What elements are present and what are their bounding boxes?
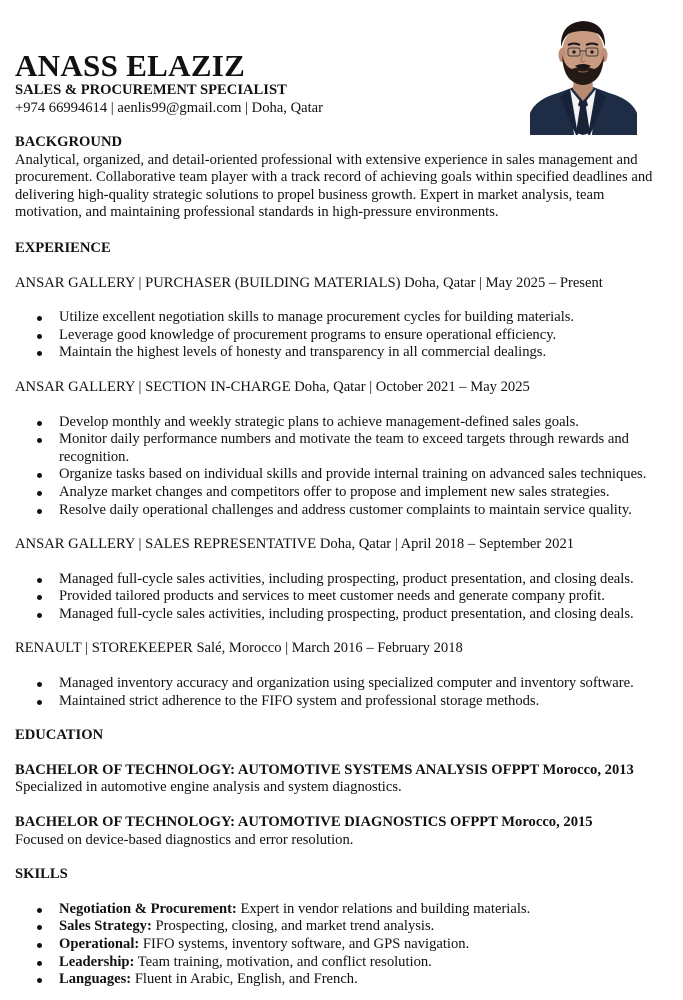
skills-list — [15, 901, 667, 989]
list-item: Managed inventory accuracy and organization using specialized computer and inventory software. — [59, 675, 667, 693]
skill-item — [59, 954, 667, 972]
skills-heading: SKILLS — [15, 866, 68, 883]
skill-item — [59, 901, 667, 919]
degree-title: BACHELOR OF TECHNOLOGY: AUTOMOTIVE SYSTEMS ANALYSIS OFPPT Morocco, 2013 — [15, 761, 634, 778]
skill-value: Expert in vendor relations and building materials. — [236, 900, 531, 917]
list-item: Monitor daily performance numbers and motivate the team to exceed targets through rewards and recognition. — [59, 431, 667, 466]
job-header: ANSAR GALLERY | SALES REPRESENTATIVE Doha, Qatar | April 2018 – September 2021 — [15, 536, 575, 553]
skill-item — [59, 918, 667, 936]
job-header: ANSAR GALLERY | PURCHASER (BUILDING MATERIALS) Doha, Qatar | May 2025 – Present — [15, 274, 603, 291]
skill-key: Leadership: — [59, 953, 135, 970]
background-heading: BACKGROUND — [15, 134, 123, 150]
skill-key: Languages: — [59, 971, 132, 988]
background-text: Analytical, organized, and detail-oriented professional with extensive experience in sales management and procurement. Collaborative team player with a track record of achieving goals within specified deadlines and delivering high-quality strategic solutions to propel business growth. Expert in market analysis, team motivation, and maintaining professional standards in high-pressure environments. — [15, 151, 653, 221]
job-entry — [15, 536, 667, 623]
profile-photo — [530, 9, 637, 135]
job-header: ANSAR GALLERY | SECTION IN-CHARGE Doha, Qatar | October 2021 – May 2025 — [15, 378, 530, 395]
resume-body — [15, 134, 667, 989]
skill-key: Negotiation & Procurement: — [59, 900, 237, 917]
skill-item — [59, 971, 667, 989]
skill-key: Operational: — [59, 936, 140, 952]
list-item: Analyze market changes and competitors offer to propose and implement new sales strategies. — [59, 484, 667, 502]
list-item: Managed full-cycle sales activities, including prospecting, product presentation, and closing deals. — [59, 606, 667, 624]
list-item: Organize tasks based on individual skills and provide internal training on advanced sales techniques. — [59, 466, 667, 484]
skill-value: FIFO systems, inventory software, and GPS navigation. — [139, 936, 470, 952]
list-item: Maintained strict adherence to the FIFO system and professional storage methods. — [59, 693, 667, 711]
job-header: RENAULT | STOREKEEPER Salé, Morocco | March 2016 – February 2018 — [15, 640, 463, 657]
list-item: Develop monthly and weekly strategic plans to achieve management-defined sales goals. — [59, 414, 667, 432]
list-item: Maintain the highest levels of honesty and transparency in all commercial dealings. — [59, 344, 667, 362]
skill-value: Prospecting, closing, and market trend analysis. — [151, 918, 435, 935]
skill-value: Fluent in Arabic, English, and French. — [131, 971, 358, 988]
list-item: Resolve daily operational challenges and address customer complaints to maintain service quality. — [59, 502, 667, 520]
skill-value: Team training, motivation, and conflict resolution. — [134, 953, 432, 970]
job-bullets — [15, 571, 667, 624]
job-entry — [15, 640, 667, 710]
degree-description: Focused on device-based diagnostics and error resolution. — [15, 831, 354, 848]
job-bullets — [15, 414, 667, 520]
list-item: Leverage good knowledge of procurement programs to ensure operational efficiency. — [59, 327, 667, 345]
job-entry — [15, 379, 667, 519]
degree-title: BACHELOR OF TECHNOLOGY: AUTOMOTIVE DIAGNOSTICS OFPPT Morocco, 2015 — [15, 814, 593, 831]
job-entry — [15, 275, 667, 362]
candidate-title: SALES & PROCUREMENT SPECIALIST — [15, 82, 287, 98]
candidate-name: ANASS ELAZIZ — [15, 48, 246, 83]
education-heading: EDUCATION — [15, 727, 104, 744]
list-item: Utilize excellent negotiation skills to manage procurement cycles for building materials. — [59, 309, 667, 327]
skill-item — [59, 936, 667, 954]
list-item: Provided tailored products and services to meet customer needs and generate company profit. — [59, 588, 667, 606]
degree-description: Specialized in automotive engine analysis and system diagnostics. — [15, 779, 402, 796]
skill-key: Sales Strategy: — [59, 918, 152, 935]
job-bullets — [15, 309, 667, 362]
list-item: Managed full-cycle sales activities, including prospecting, product presentation, and closing deals. — [59, 571, 667, 589]
contact-line: +974 66994614 | aenlis99@gmail.com | Doha, Qatar — [15, 100, 323, 116]
experience-heading: EXPERIENCE — [15, 239, 111, 256]
job-bullets — [15, 675, 667, 710]
